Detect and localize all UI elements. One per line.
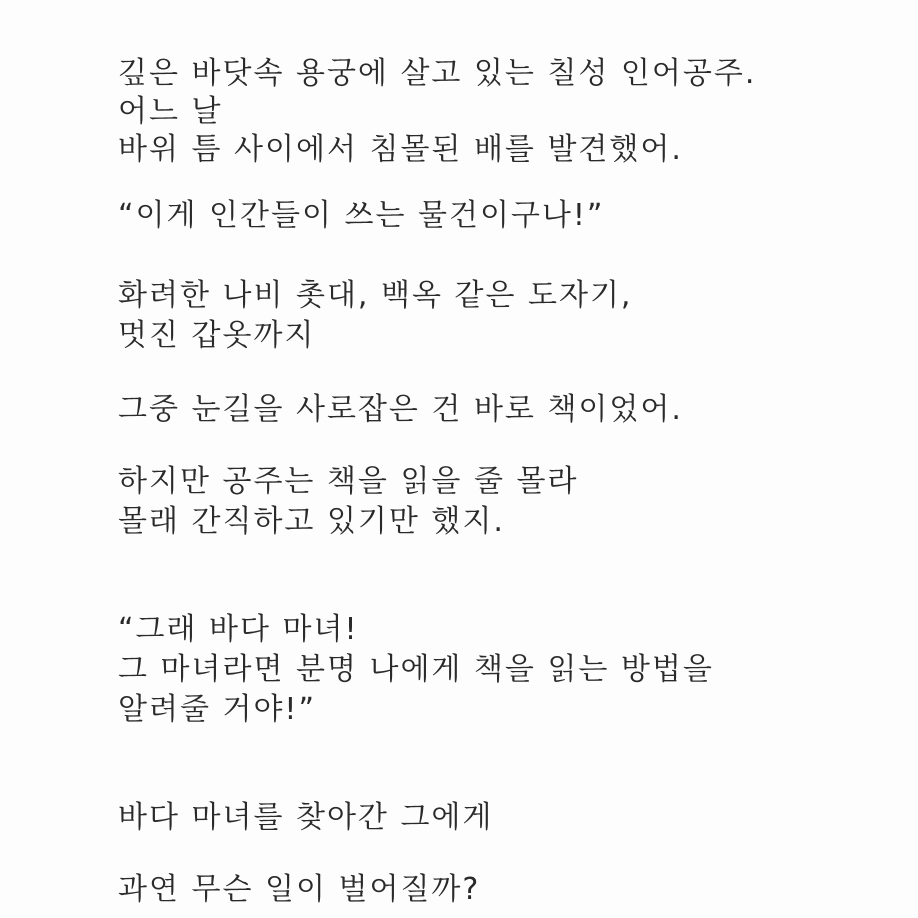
story-line-7: 그중 눈길을 사로잡은 건 바로 책이었어. bbox=[118, 392, 683, 427]
story-line-11: 그 마녀라면 분명 나에게 책을 읽는 방법을 bbox=[118, 652, 714, 687]
story-line-8: 하지만 공주는 책을 읽을 줄 몰라 bbox=[118, 464, 579, 499]
story-line-13: 바다 마녀를 찾아간 그에게 bbox=[118, 800, 494, 835]
story-line-10: “그래 바다 마녀! bbox=[118, 612, 359, 647]
story-line-3: 바위 틈 사이에서 침몰된 배를 발견했어. bbox=[118, 132, 683, 167]
story-line-14: 과연 무슨 일이 벌어질까? bbox=[118, 872, 481, 907]
story-line-9: 몰래 간직하고 있기만 했지. bbox=[118, 504, 505, 539]
story-line-2: 어느 날 bbox=[118, 94, 223, 129]
story-line-12: 알려줄 거야!” bbox=[118, 692, 317, 727]
story-line-6: 멋진 갑옷까지 bbox=[118, 318, 316, 353]
story-line-5: 화려한 나비 촛대, 백옥 같은 도자기, bbox=[118, 278, 633, 313]
story-line-4: “이게 인간들이 쓰는 물건이구나!” bbox=[118, 198, 605, 233]
story-line-1: 깊은 바닷속 용궁에 살고 있는 칠성 인어공주. bbox=[118, 56, 757, 91]
